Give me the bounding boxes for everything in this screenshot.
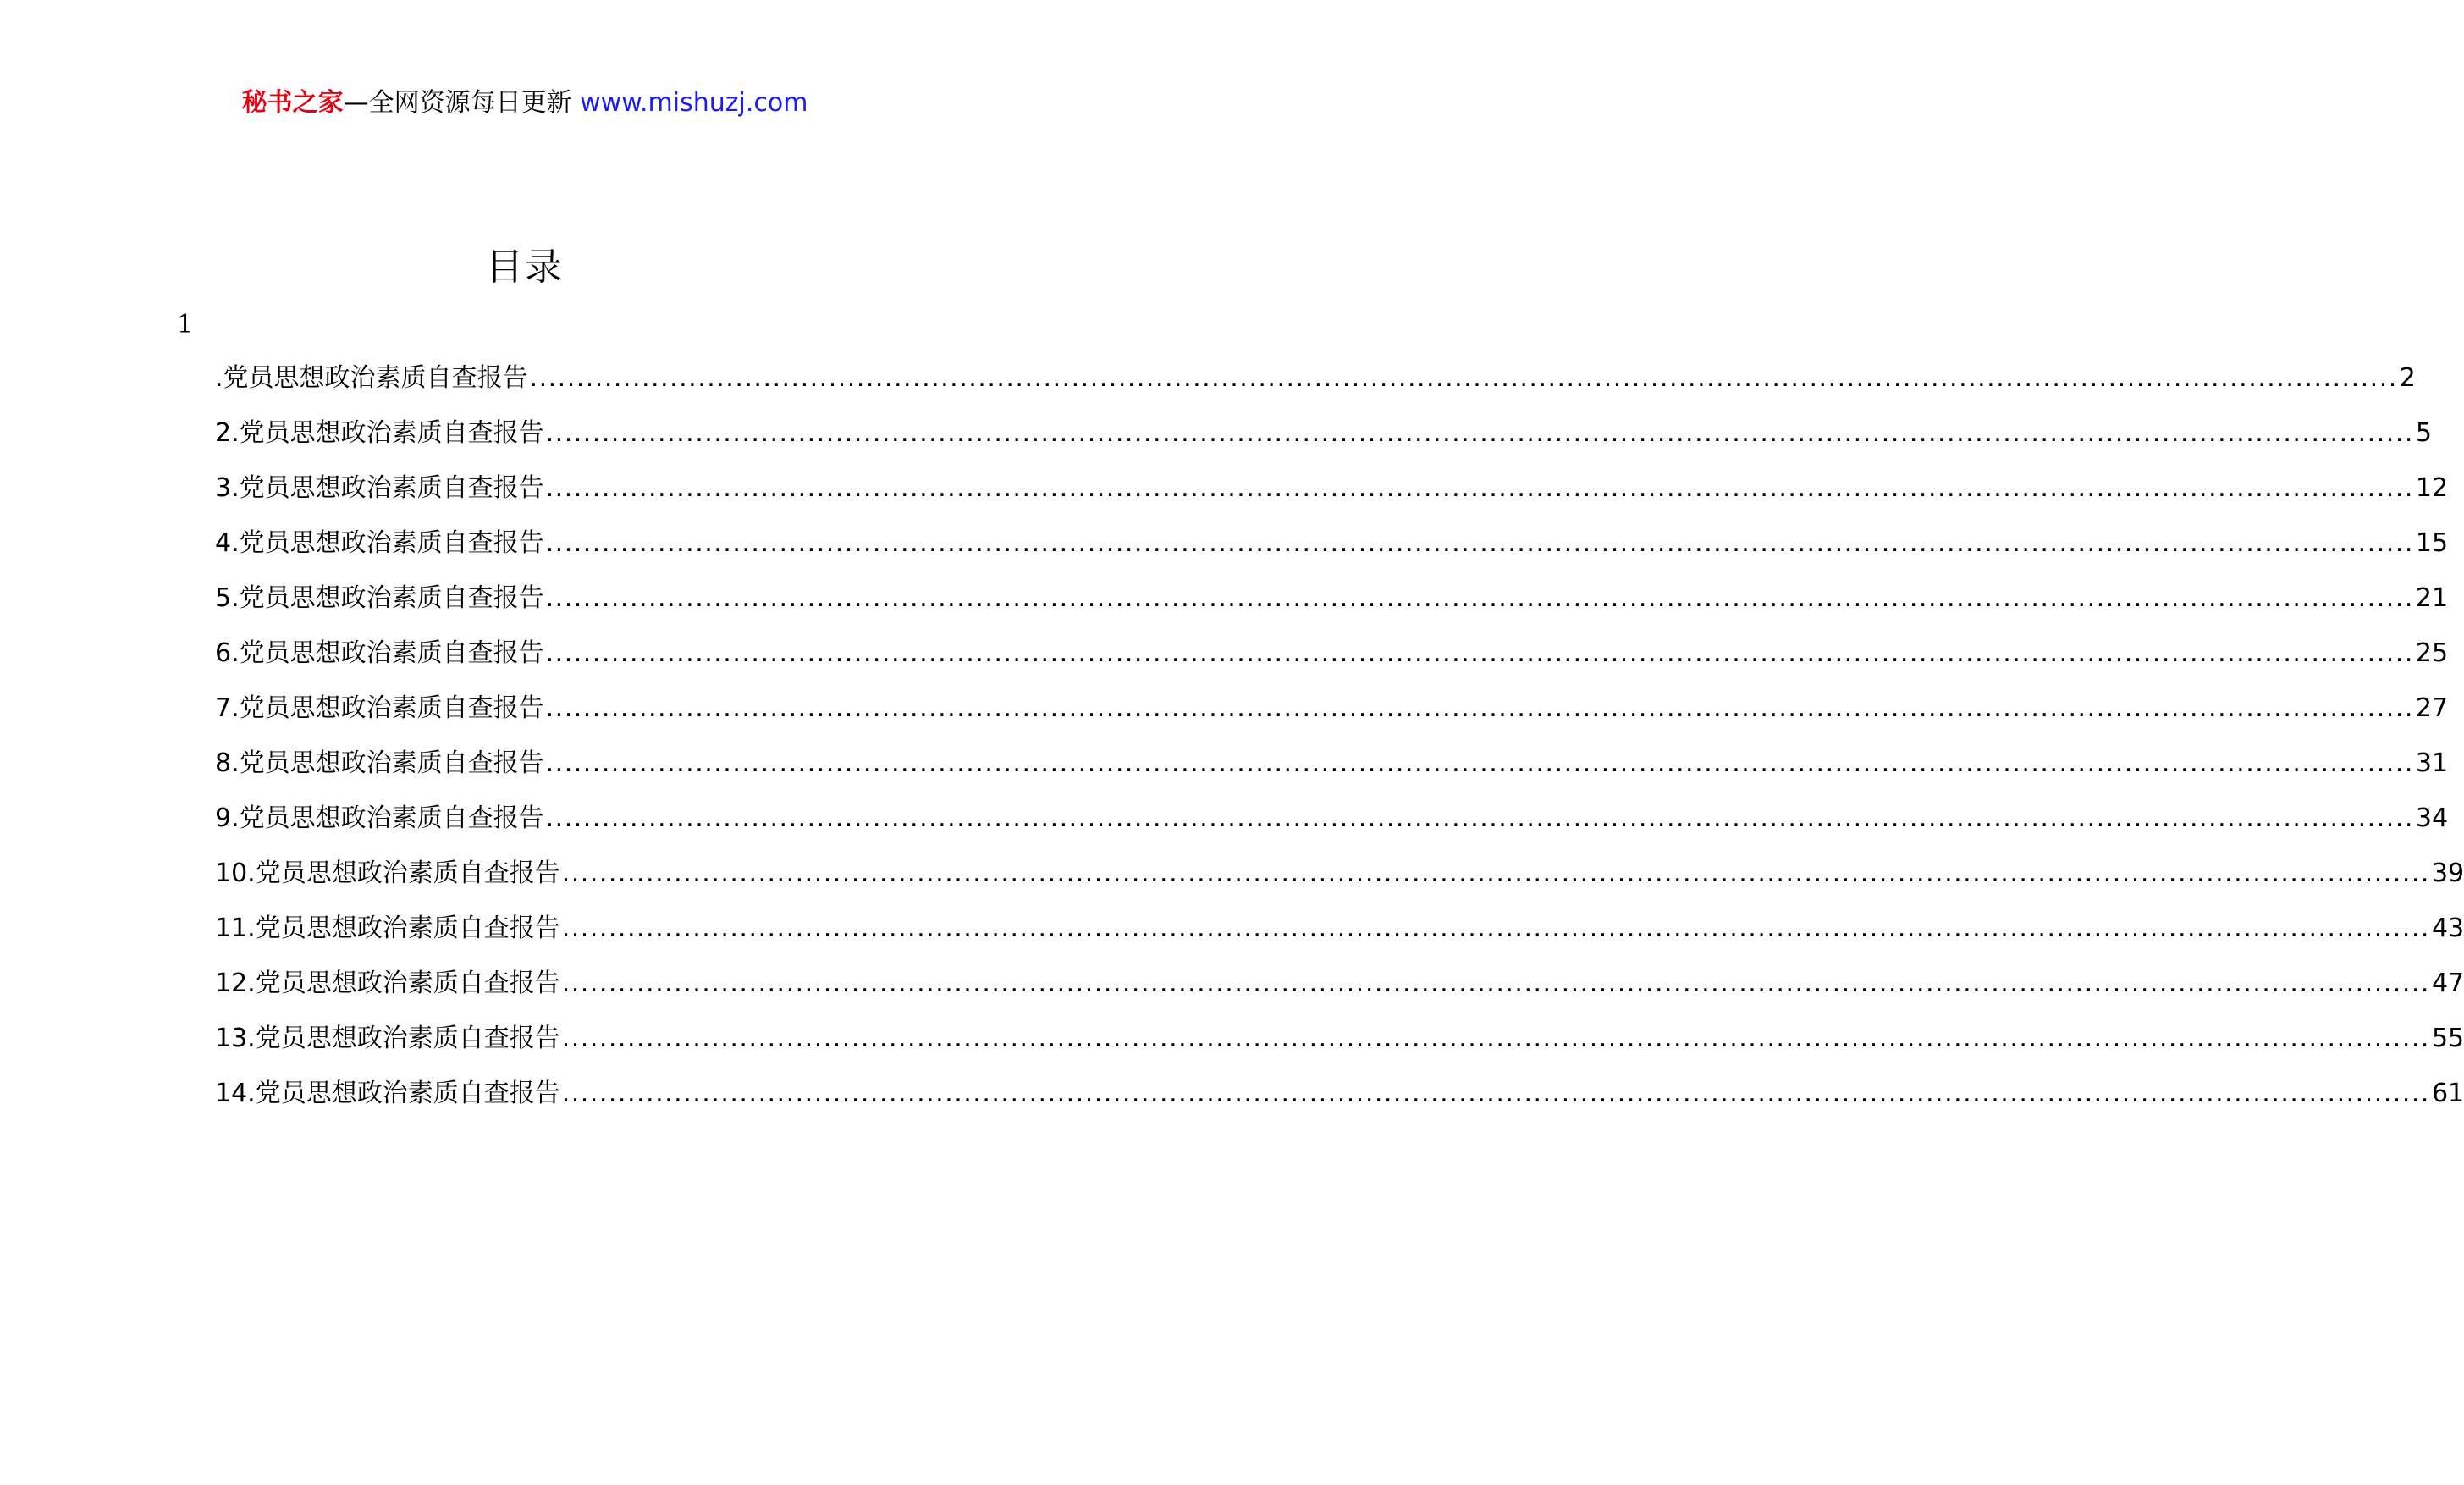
toc-entry-label: 2.党员思想政治素质自查报告	[215, 418, 544, 448]
toc-page-number: 15	[2415, 528, 2449, 558]
toc-entry-label: 8.党员思想政治素质自查报告	[215, 748, 544, 778]
toc-entry[interactable]	[215, 692, 2449, 747]
toc-dot-leader: ........................................................................................................................................................................................................	[545, 418, 2414, 448]
toc-dot-leader: ........................................................................................................................................................................................................	[561, 1024, 2430, 1053]
toc-page-number: 43	[2431, 914, 2464, 943]
toc-entry-label: 6.党员思想政治素质自查报告	[215, 638, 544, 668]
toc-entry[interactable]	[215, 967, 2464, 1022]
toc-page-number: 2	[2399, 363, 2416, 393]
toc-entry-label: 4.党员思想政治素质自查报告	[215, 528, 544, 558]
toc-dot-leader: ........................................................................................................................................................................................................	[561, 969, 2430, 998]
toc-entry[interactable]	[215, 912, 2464, 967]
toc-entry[interactable]	[215, 802, 2449, 857]
toc-dot-leader: ........................................................................................................................................................................................................	[545, 803, 2414, 833]
toc-entry[interactable]	[215, 857, 2464, 912]
toc-dot-leader: ........................................................................................................................................................................................................	[561, 1079, 2430, 1108]
toc-entry-label: 14.党员思想政治素质自查报告	[215, 1079, 560, 1108]
toc-entry[interactable]	[215, 747, 2449, 802]
toc-entry-label: 3.党员思想政治素质自查报告	[215, 473, 544, 503]
toc-dot-leader: ........................................................................................................................................................................................................	[545, 528, 2414, 558]
toc-dot-leader: ........................................................................................................................................................................................................	[545, 748, 2414, 778]
site-header	[0, 85, 1050, 122]
toc-dot-leader: ........................................................................................................................................................................................................	[545, 583, 2414, 613]
toc-entry-label: .党员思想政治素质自查报告	[215, 363, 528, 393]
toc-dot-leader: ........................................................................................................................................................................................................	[561, 914, 2430, 943]
toc-page-number: 61	[2431, 1079, 2464, 1108]
table-of-contents	[215, 362, 2464, 1132]
toc-entry[interactable]	[215, 417, 2432, 472]
toc-entry-label: 5.党员思想政治素质自查报告	[215, 583, 544, 613]
toc-page-number: 55	[2431, 1024, 2464, 1053]
toc-entry[interactable]	[215, 582, 2449, 637]
toc-entry-label: 12.党员思想政治素质自查报告	[215, 969, 560, 998]
toc-dot-leader: ........................................................................................................................................................................................................	[545, 638, 2414, 668]
toc-entry-label: 10.党员思想政治素质自查报告	[215, 858, 560, 888]
toc-entry[interactable]	[215, 1022, 2464, 1077]
toc-entry-label: 11.党员思想政治素质自查报告	[215, 914, 560, 943]
toc-dot-leader: ........................................................................................................................................................................................................	[561, 858, 2430, 888]
toc-page-number: 5	[2415, 418, 2432, 448]
toc-dot-leader: ........................................................................................................................................................................................................	[529, 363, 2398, 393]
toc-page-number: 25	[2415, 638, 2449, 668]
toc-page-number: 34	[2415, 803, 2449, 833]
toc-entry-label: 9.党员思想政治素质自查报告	[215, 803, 544, 833]
toc-dot-leader: ........................................................................................................................................................................................................	[545, 473, 2414, 503]
toc-page-number: 12	[2415, 473, 2449, 503]
site-url-link[interactable]: www.mishuzj.com	[580, 88, 808, 118]
brand-name: 秘书之家	[241, 88, 344, 118]
toc-entry[interactable]	[215, 1077, 2464, 1132]
page-title: 目录	[486, 246, 564, 289]
toc-entry[interactable]	[215, 362, 2416, 417]
toc-page-number: 39	[2431, 858, 2464, 888]
toc-page-number: 21	[2415, 583, 2449, 613]
toc-entry[interactable]	[215, 637, 2449, 692]
toc-entry-label: 7.党员思想政治素质自查报告	[215, 693, 544, 723]
toc-entry[interactable]	[215, 472, 2449, 527]
header-slogan: —全网资源每日更新	[343, 88, 572, 118]
toc-page-number: 31	[2415, 748, 2449, 778]
toc-page-number: 27	[2415, 693, 2449, 723]
toc-entry-label: 13.党员思想政治素质自查报告	[215, 1024, 560, 1053]
toc-dot-leader: ........................................................................................................................................................................................................	[545, 693, 2414, 723]
toc-entry[interactable]	[215, 527, 2449, 582]
toc-page-number: 47	[2431, 969, 2464, 998]
list-marker: 1	[177, 310, 194, 340]
